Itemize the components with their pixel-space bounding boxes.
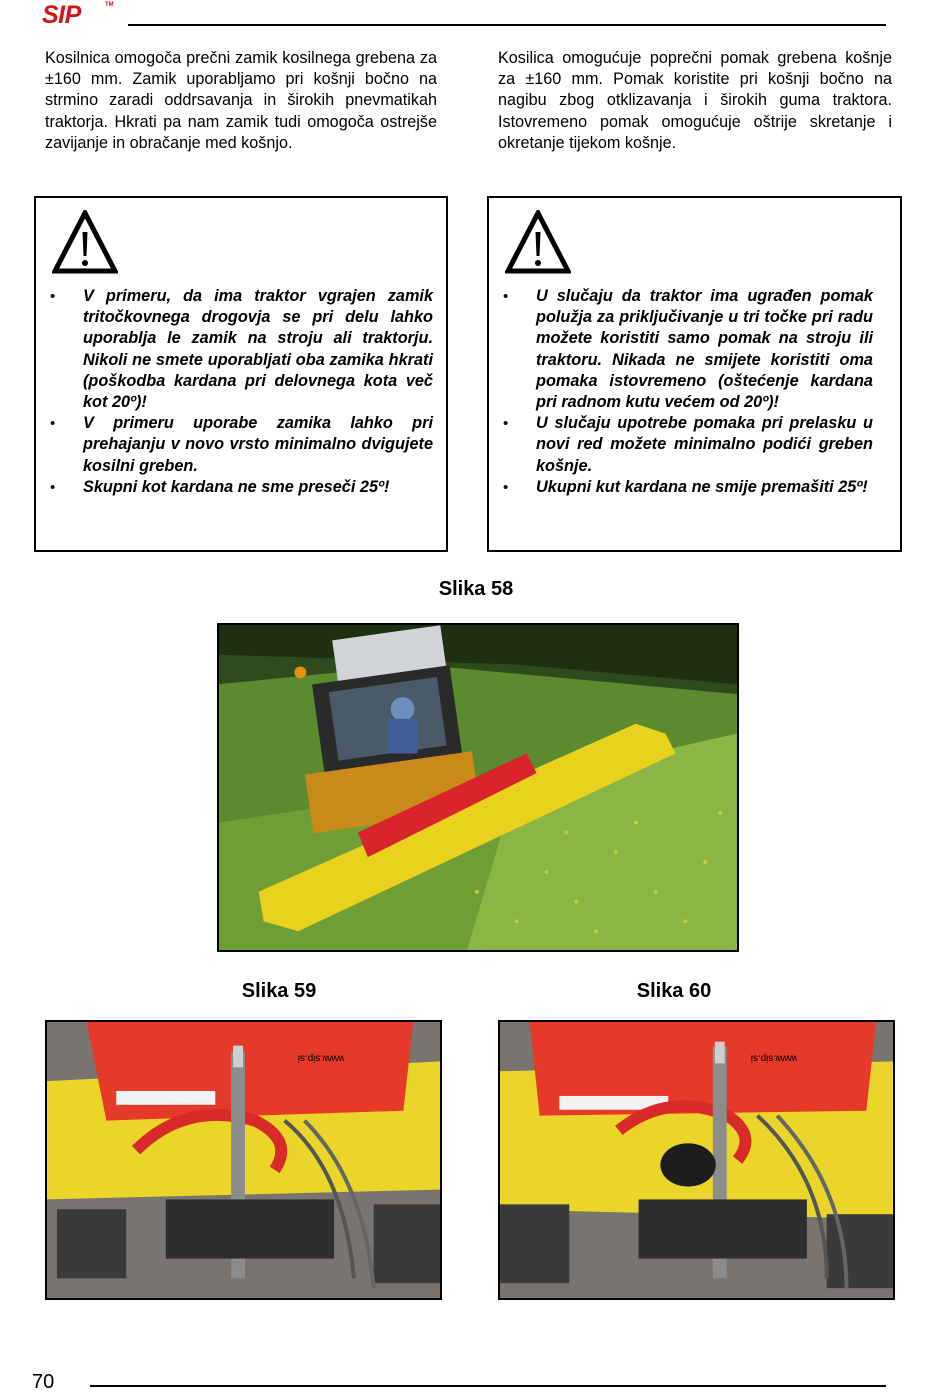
- figure-60-caption: Slika 60: [636, 980, 712, 1002]
- sip-logo: [42, 2, 116, 28]
- bullet-icon: •: [503, 415, 509, 433]
- warning-item: [489, 286, 873, 413]
- bullet-icon: •: [50, 478, 56, 496]
- warning-list: [489, 286, 873, 498]
- logo-trademark: TM: [105, 2, 114, 8]
- bullet-icon: •: [50, 288, 56, 305]
- intro-paragraph-slovenian: Kosilnica omogoča prečni zamik kosilnega grebena za ±160 mm. Zamik uporabljamo pri košnji bočno na strmino zaradi oddrsavanja in širokih pnevmatikah traktorja. Hkrati pa nam zamik tudi omogoča ostrejše zavijanje in obračanje med košnjo.: [45, 49, 437, 152]
- bullet-icon: •: [50, 415, 56, 433]
- warning-list: [36, 286, 433, 498]
- logo-text: SIP: [42, 1, 81, 29]
- warning-item-text: V primeru, da ima traktor vgrajen zamik tritočkovnega drogovja se pri delu lahko uporablja le zamik na stroju ali traktorju. Nikoli ne smete uporabljati oba zamika hkrati (poškodba kardana pri delovnega kota več kot 20º)!: [83, 287, 433, 412]
- warning-item: [489, 413, 873, 477]
- warning-item: [489, 477, 873, 498]
- warning-triangle-icon: [505, 210, 571, 274]
- machine-url-text: www.sip.si: [750, 1052, 797, 1064]
- warning-triangle-icon: [52, 210, 118, 274]
- warning-item-text: U slučaju upotrebe pomaka pri prelasku u novi red možete minimalno podići greben košnje.: [536, 414, 873, 475]
- page-number: 70: [32, 1371, 55, 1393]
- warning-item: [36, 477, 433, 498]
- machine-url-text: www.sip.si: [297, 1052, 344, 1064]
- bullet-icon: •: [503, 478, 509, 496]
- bullet-icon: •: [503, 288, 509, 305]
- warning-item-text: Skupni kot kardana ne sme preseči 25º!: [83, 477, 390, 496]
- figure-60-photo: [498, 1020, 895, 1300]
- warning-box-slovenian: [34, 196, 448, 552]
- figure-59-photo: [45, 1020, 442, 1300]
- figure-59-caption: Slika 59: [241, 980, 317, 1002]
- footer-rule: [90, 1385, 886, 1387]
- header-rule: [128, 24, 886, 26]
- warning-item-text: Ukupni kut kardana ne smije premašiti 25º!: [536, 477, 868, 496]
- warning-item: [36, 413, 433, 477]
- warning-box-croatian: [487, 196, 902, 552]
- warning-item: [36, 286, 433, 413]
- warning-item-text: V primeru uporabe zamika lahko pri prehajanju v novo vrsto minimalno dvigujete kosilni greben.: [83, 414, 433, 475]
- warning-item-text: U slučaju da traktor ima ugrađen pomak polužja za priključivanje u tri točke pri radu možete koristiti samo pomak na stroju ili traktoru. Nikada ne smijete koristiti oma pomaka istovremeno (oštećenje kardana pri radnom kutu većem od 20º)!: [536, 287, 873, 412]
- figure-58-photo: [217, 623, 739, 952]
- figure-58-caption: Slika 58: [438, 578, 514, 600]
- intro-paragraph-croatian: Kosilica omogućuje poprečni pomak grebena košnje za ±160 mm. Pomak koristite pri košnji bočno na nagibu zbog otklizavanja i širokih guma traktora. Istovremeno pomak omogućuje oštrije skretanje i okretanje tijekom košnje.: [498, 49, 892, 152]
